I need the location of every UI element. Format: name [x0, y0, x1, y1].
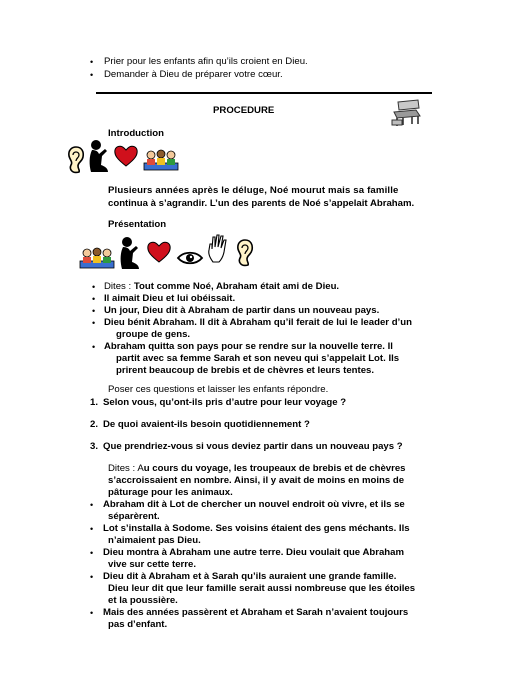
objective-2: Demander à Dieu de préparer votre cœur.: [104, 69, 283, 80]
question-3-number: 3.: [90, 441, 99, 452]
procedure-title: PROCEDURE: [213, 105, 275, 116]
introduction-text-line-2: continua à s’agrandir. L’un des parents de Noé s’appelait Abraham.: [108, 198, 415, 209]
later-bullet-1-line-2: séparèrent.: [108, 511, 160, 522]
introduction-heading: Introduction: [108, 128, 164, 139]
bullet-dot: •: [90, 572, 94, 582]
dites-paragraph-line-3: pâturage pour les animaux.: [108, 487, 233, 498]
dites-paragraph-line-1: [108, 463, 406, 475]
bullet-dot: •: [92, 318, 96, 328]
teacher-chair-icon: [388, 98, 428, 128]
bullet-dot: •: [90, 57, 94, 67]
story-bullet-4-line-2: groupe de gens.: [116, 329, 191, 340]
bullet-dot: •: [90, 608, 94, 618]
bullet-dot: •: [90, 70, 94, 80]
later-bullet-4-line-2: Dieu leur dit que leur famille serait aussi nombreuse que les étoiles: [108, 583, 416, 594]
hand-icon: [206, 232, 230, 264]
question-1: Selon vous, qu’ont-ils pris d’autre pour leur voyage ?: [103, 397, 347, 408]
later-bullet-3-line-2: vive sur cette terre.: [108, 559, 196, 570]
question-2: De quoi avaient-ils besoin quotidiennement ?: [103, 419, 310, 430]
dites-paragraph-text: u cours du voyage, les troupeaux de brebis et de chèvres: [143, 463, 406, 474]
ear-icon: [233, 238, 255, 268]
bullet-dot: •: [92, 306, 96, 316]
story-bullet-5-line-2: partit avec sa femme Sarah et son neveu qui s’appelait Lot. Ils: [116, 353, 400, 364]
later-bullet-2-line-2: n’aimaient pas Dieu.: [108, 535, 201, 546]
bullet-dot: •: [90, 524, 94, 534]
question-1-number: 1.: [90, 397, 99, 408]
later-bullet-2-line-1: Lot s’installa à Sodome. Ses voisins étaient des gens méchants. Ils: [103, 523, 410, 534]
introduction-text-line-1: Plusieurs années après le déluge, Noé mourut mais sa famille: [108, 185, 399, 196]
praying-person-icon: [117, 235, 143, 271]
objective-1: Prier pour les enfants afin qu’ils croient en Dieu.: [104, 56, 308, 67]
praying-person-icon: [86, 138, 112, 174]
heart-icon: [146, 240, 172, 264]
presentation-heading: Présentation: [108, 219, 167, 230]
heart-icon: [113, 144, 139, 168]
later-bullet-5-line-1: Mais des années passèrent et Abraham et Sarah n’avaient toujours: [103, 607, 409, 618]
children-group-icon: [78, 246, 116, 270]
later-bullet-4-line-3: et la poussière.: [108, 595, 178, 606]
story-bullet-2: Il aimait Dieu et lui obéissait.: [104, 293, 236, 304]
question-2-number: 2.: [90, 419, 99, 430]
story-bullet-4-line-1: Dieu bénit Abraham. Il dit à Abraham qu’il ferait de lui le leader d’un: [104, 317, 412, 328]
dites-label: Dites : A: [108, 463, 144, 474]
dites-paragraph-line-2: s’accroissaient en nombre. Ainsi, il y avait de moins en moins de: [108, 475, 405, 486]
later-bullet-3-line-1: Dieu montra à Abraham une autre terre. Dieu voulait que Abraham: [103, 547, 405, 558]
story-bullet-3: Un jour, Dieu dit à Abraham de partir dans un nouveau pays.: [104, 305, 380, 316]
question-3: Que prendriez-vous si vous deviez partir dans un nouveau pays ?: [103, 441, 403, 452]
section-divider: [96, 92, 432, 94]
story-bullet-5-line-3: prirent beaucoup de brebis et de chèvres et leurs tentes.: [116, 365, 375, 376]
story-bullet-1-text: Tout comme Noé, Abraham était ami de Dieu.: [133, 281, 340, 292]
eye-icon: [176, 250, 204, 266]
later-bullet-4-line-1: Dieu dit à Abraham et à Sarah qu’ils auraient une grande famille.: [103, 571, 397, 582]
questions-intro: Poser ces questions et laisser les enfants répondre.: [108, 384, 329, 395]
bullet-dot: •: [90, 500, 94, 510]
children-group-icon: [142, 148, 180, 172]
bullet-dot: •: [92, 282, 96, 292]
later-bullet-5-line-2: pas d’enfant.: [108, 619, 168, 630]
bullet-dot: •: [92, 294, 96, 304]
story-bullet-1: [104, 281, 339, 293]
ear-icon: [64, 145, 86, 175]
story-bullet-5-line-1: Abraham quitta son pays pour se rendre sur la nouvelle terre. Il: [104, 341, 393, 352]
bullet-dot: •: [90, 548, 94, 558]
dites-label: Dites :: [104, 281, 134, 292]
bullet-dot: •: [92, 342, 96, 352]
later-bullet-1-line-1: Abraham dit à Lot de chercher un nouvel endroit où vivre, et ils se: [103, 499, 405, 510]
